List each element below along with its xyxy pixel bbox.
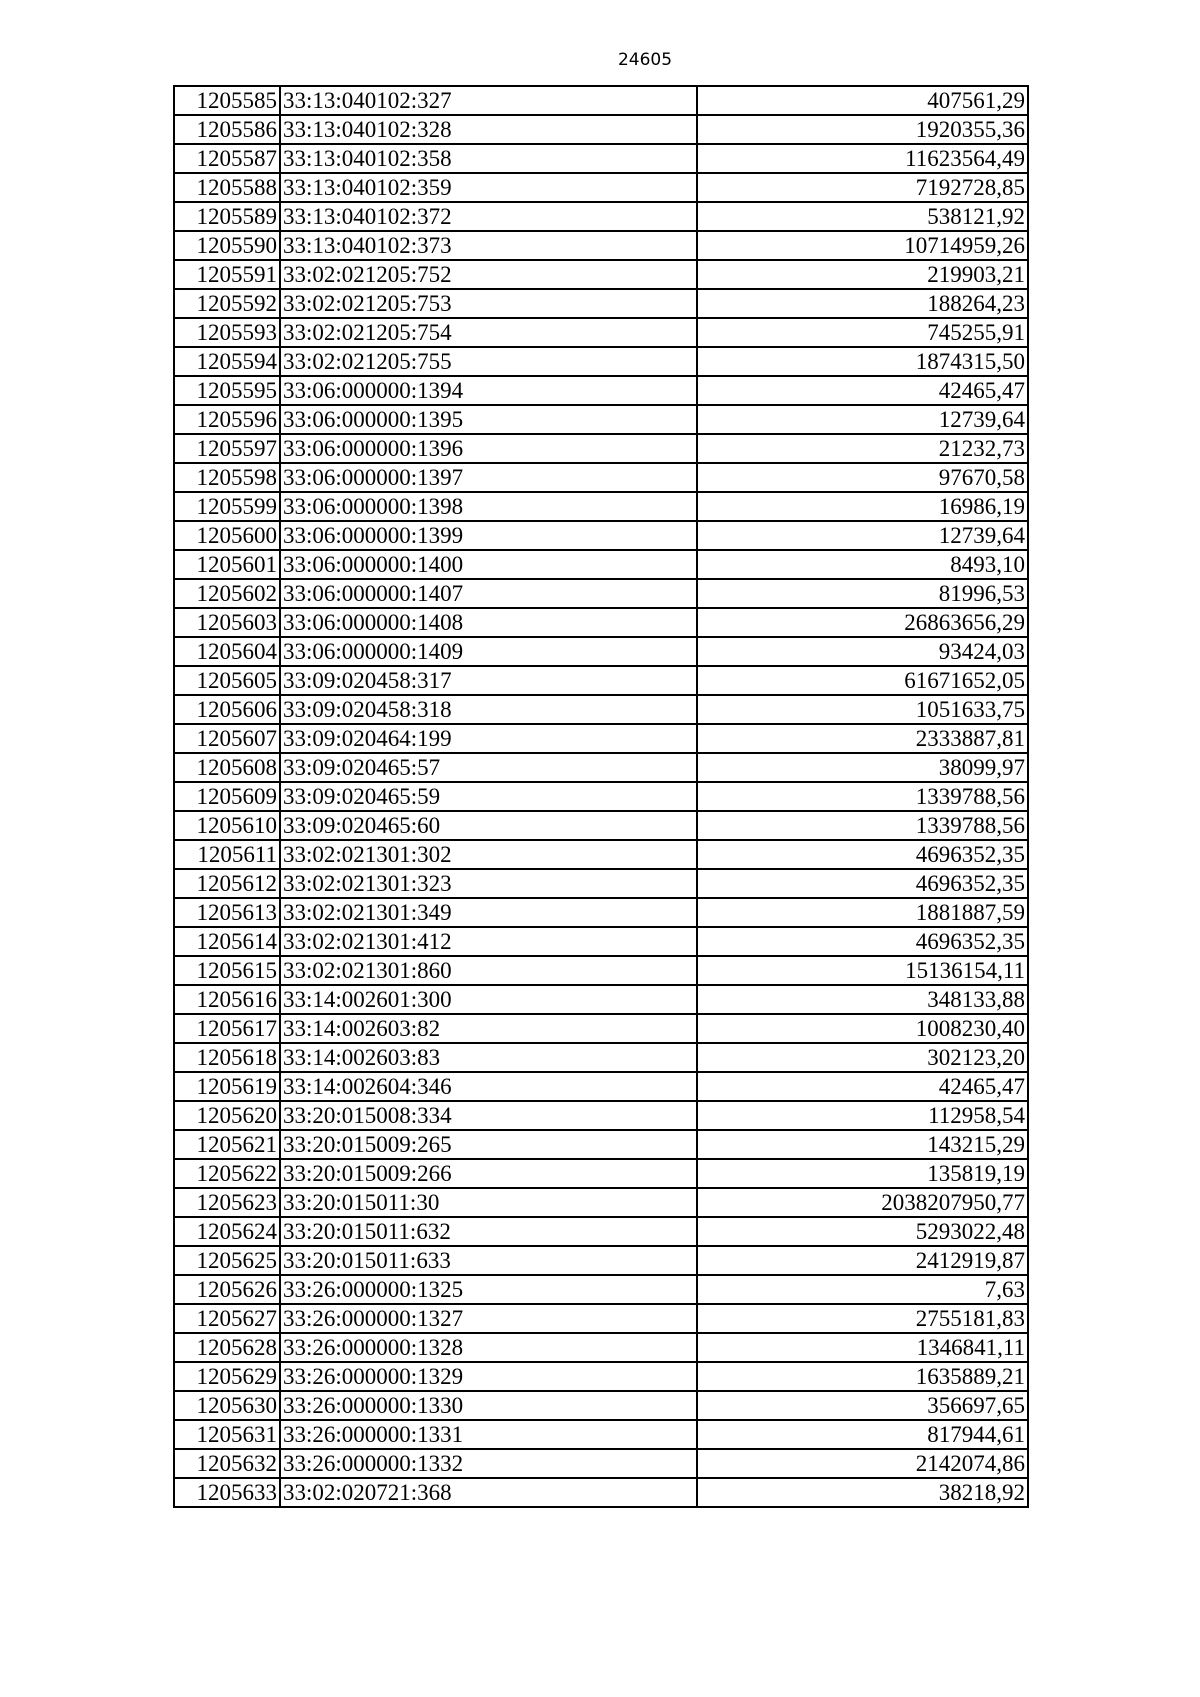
cadastral-number-cell: 33:14:002603:82 (280, 1014, 697, 1043)
record-number-cell: 1205628 (174, 1333, 280, 1362)
table-row (174, 898, 1028, 927)
record-number-cell: 1205597 (174, 434, 280, 463)
cadastral-value-cell: 817944,61 (697, 1420, 1028, 1449)
cadastral-number-cell: 33:06:000000:1400 (280, 550, 697, 579)
cadastral-number-cell: 33:26:000000:1327 (280, 1304, 697, 1333)
record-number-cell: 1205616 (174, 985, 280, 1014)
cadastral-value-cell: 7192728,85 (697, 173, 1028, 202)
record-number-cell: 1205610 (174, 811, 280, 840)
cadastral-number-cell: 33:02:021301:412 (280, 927, 697, 956)
record-number-cell: 1205629 (174, 1362, 280, 1391)
cadastral-number-cell: 33:09:020458:317 (280, 666, 697, 695)
record-number-cell: 1205625 (174, 1246, 280, 1275)
cadastral-value-cell: 5293022,48 (697, 1217, 1028, 1246)
table-row (174, 202, 1028, 231)
cadastral-number-cell: 33:13:040102:327 (280, 86, 697, 115)
record-number-cell: 1205611 (174, 840, 280, 869)
cadastral-number-cell: 33:26:000000:1330 (280, 1391, 697, 1420)
cadastral-value-cell: 135819,19 (697, 1159, 1028, 1188)
cadastral-value-cell: 10714959,26 (697, 231, 1028, 260)
table-row (174, 260, 1028, 289)
cadastral-number-cell: 33:14:002601:300 (280, 985, 697, 1014)
table-row (174, 1130, 1028, 1159)
record-number-cell: 1205608 (174, 753, 280, 782)
table-row (174, 579, 1028, 608)
cadastral-number-cell: 33:06:000000:1408 (280, 608, 697, 637)
table-row (174, 811, 1028, 840)
record-number-cell: 1205627 (174, 1304, 280, 1333)
cadastral-number-cell: 33:20:015009:265 (280, 1130, 697, 1159)
table-row (174, 927, 1028, 956)
record-number-cell: 1205600 (174, 521, 280, 550)
table-row (174, 1275, 1028, 1304)
cadastral-value-cell: 1339788,56 (697, 811, 1028, 840)
cadastral-value-table (173, 85, 1029, 1508)
cadastral-number-cell: 33:14:002603:83 (280, 1043, 697, 1072)
table-row (174, 753, 1028, 782)
table-row (174, 1304, 1028, 1333)
cadastral-value-cell: 348133,88 (697, 985, 1028, 1014)
table-row (174, 1043, 1028, 1072)
cadastral-number-cell: 33:06:000000:1409 (280, 637, 697, 666)
cadastral-number-cell: 33:09:020465:60 (280, 811, 697, 840)
record-number-cell: 1205595 (174, 376, 280, 405)
table-row (174, 144, 1028, 173)
record-number-cell: 1205603 (174, 608, 280, 637)
cadastral-value-cell: 4696352,35 (697, 927, 1028, 956)
record-number-cell: 1205631 (174, 1420, 280, 1449)
table-row (174, 695, 1028, 724)
cadastral-value-cell: 302123,20 (697, 1043, 1028, 1072)
cadastral-number-cell: 33:13:040102:358 (280, 144, 697, 173)
cadastral-number-cell: 33:20:015011:30 (280, 1188, 697, 1217)
record-number-cell: 1205633 (174, 1478, 280, 1507)
cadastral-value-cell: 61671652,05 (697, 666, 1028, 695)
cadastral-number-cell: 33:06:000000:1407 (280, 579, 697, 608)
cadastral-number-cell: 33:06:000000:1395 (280, 405, 697, 434)
record-number-cell: 1205585 (174, 86, 280, 115)
cadastral-value-cell: 97670,58 (697, 463, 1028, 492)
cadastral-value-cell: 1051633,75 (697, 695, 1028, 724)
cadastral-number-cell: 33:09:020465:59 (280, 782, 697, 811)
record-number-cell: 1205626 (174, 1275, 280, 1304)
table-row (174, 405, 1028, 434)
table-row (174, 1420, 1028, 1449)
table-row (174, 1188, 1028, 1217)
cadastral-value-cell: 8493,10 (697, 550, 1028, 579)
cadastral-number-cell: 33:06:000000:1397 (280, 463, 697, 492)
cadastral-number-cell: 33:02:021205:753 (280, 289, 697, 318)
table-row (174, 782, 1028, 811)
cadastral-number-cell: 33:13:040102:372 (280, 202, 697, 231)
table-row (174, 1362, 1028, 1391)
table-row (174, 318, 1028, 347)
table-row (174, 1072, 1028, 1101)
cadastral-value-cell: 407561,29 (697, 86, 1028, 115)
record-number-cell: 1205624 (174, 1217, 280, 1246)
record-number-cell: 1205596 (174, 405, 280, 434)
cadastral-value-cell: 1881887,59 (697, 898, 1028, 927)
table-row (174, 492, 1028, 521)
table-row (174, 869, 1028, 898)
table-row (174, 376, 1028, 405)
cadastral-number-cell: 33:02:021205:755 (280, 347, 697, 376)
cadastral-value-cell: 12739,64 (697, 521, 1028, 550)
table-row (174, 347, 1028, 376)
table-row (174, 1101, 1028, 1130)
cadastral-number-cell: 33:02:021301:349 (280, 898, 697, 927)
cadastral-number-cell: 33:26:000000:1331 (280, 1420, 697, 1449)
record-number-cell: 1205594 (174, 347, 280, 376)
cadastral-value-cell: 1920355,36 (697, 115, 1028, 144)
record-number-cell: 1205591 (174, 260, 280, 289)
cadastral-value-cell: 219903,21 (697, 260, 1028, 289)
table-row (174, 463, 1028, 492)
record-number-cell: 1205622 (174, 1159, 280, 1188)
cadastral-value-cell: 42465,47 (697, 376, 1028, 405)
cadastral-number-cell: 33:20:015009:266 (280, 1159, 697, 1188)
cadastral-value-cell: 1874315,50 (697, 347, 1028, 376)
record-number-cell: 1205590 (174, 231, 280, 260)
table-row (174, 666, 1028, 695)
table-row (174, 1246, 1028, 1275)
cadastral-value-cell: 12739,64 (697, 405, 1028, 434)
cadastral-value-cell: 1008230,40 (697, 1014, 1028, 1043)
table-row (174, 1391, 1028, 1420)
cadastral-number-cell: 33:13:040102:373 (280, 231, 697, 260)
table-row (174, 231, 1028, 260)
table-row (174, 1478, 1028, 1507)
cadastral-number-cell: 33:02:021301:302 (280, 840, 697, 869)
record-number-cell: 1205602 (174, 579, 280, 608)
cadastral-number-cell: 33:09:020464:199 (280, 724, 697, 753)
cadastral-number-cell: 33:13:040102:359 (280, 173, 697, 202)
table-row (174, 521, 1028, 550)
record-number-cell: 1205587 (174, 144, 280, 173)
record-number-cell: 1205618 (174, 1043, 280, 1072)
record-number-cell: 1205617 (174, 1014, 280, 1043)
cadastral-number-cell: 33:02:021205:754 (280, 318, 697, 347)
table-row (174, 1014, 1028, 1043)
cadastral-number-cell: 33:06:000000:1394 (280, 376, 697, 405)
cadastral-number-cell: 33:20:015011:633 (280, 1246, 697, 1275)
record-number-cell: 1205613 (174, 898, 280, 927)
record-number-cell: 1205598 (174, 463, 280, 492)
table-row (174, 1333, 1028, 1362)
record-number-cell: 1205607 (174, 724, 280, 753)
table-row (174, 840, 1028, 869)
cadastral-number-cell: 33:02:021301:323 (280, 869, 697, 898)
record-number-cell: 1205612 (174, 869, 280, 898)
page-number: 24605 (617, 50, 673, 70)
record-number-cell: 1205621 (174, 1130, 280, 1159)
cadastral-value-cell: 4696352,35 (697, 840, 1028, 869)
cadastral-value-cell: 16986,19 (697, 492, 1028, 521)
cadastral-value-cell: 42465,47 (697, 1072, 1028, 1101)
cadastral-value-cell: 2333887,81 (697, 724, 1028, 753)
table-row (174, 434, 1028, 463)
table-row (174, 985, 1028, 1014)
table-row (174, 1217, 1028, 1246)
record-number-cell: 1205592 (174, 289, 280, 318)
cadastral-value-cell: 112958,54 (697, 1101, 1028, 1130)
record-number-cell: 1205588 (174, 173, 280, 202)
cadastral-value-cell: 745255,91 (697, 318, 1028, 347)
record-number-cell: 1205593 (174, 318, 280, 347)
cadastral-number-cell: 33:09:020458:318 (280, 695, 697, 724)
cadastral-number-cell: 33:20:015008:334 (280, 1101, 697, 1130)
cadastral-number-cell: 33:06:000000:1398 (280, 492, 697, 521)
record-number-cell: 1205630 (174, 1391, 280, 1420)
record-number-cell: 1205604 (174, 637, 280, 666)
cadastral-number-cell: 33:02:021205:752 (280, 260, 697, 289)
cadastral-value-cell: 7,63 (697, 1275, 1028, 1304)
cadastral-value-cell: 21232,73 (697, 434, 1028, 463)
cadastral-value-cell: 38218,92 (697, 1478, 1028, 1507)
cadastral-value-cell: 2412919,87 (697, 1246, 1028, 1275)
cadastral-value-cell: 38099,97 (697, 753, 1028, 782)
record-number-cell: 1205632 (174, 1449, 280, 1478)
table-row (174, 173, 1028, 202)
cadastral-number-cell: 33:09:020465:57 (280, 753, 697, 782)
cadastral-value-cell: 4696352,35 (697, 869, 1028, 898)
table-row (174, 724, 1028, 753)
cadastral-value-cell: 1339788,56 (697, 782, 1028, 811)
record-number-cell: 1205609 (174, 782, 280, 811)
cadastral-value-cell: 188264,23 (697, 289, 1028, 318)
record-number-cell: 1205599 (174, 492, 280, 521)
cadastral-number-cell: 33:06:000000:1399 (280, 521, 697, 550)
cadastral-number-cell: 33:02:020721:368 (280, 1478, 697, 1507)
cadastral-value-cell: 2755181,83 (697, 1304, 1028, 1333)
record-number-cell: 1205586 (174, 115, 280, 144)
cadastral-value-cell: 81996,53 (697, 579, 1028, 608)
table-row (174, 289, 1028, 318)
cadastral-number-cell: 33:14:002604:346 (280, 1072, 697, 1101)
record-number-cell: 1205605 (174, 666, 280, 695)
record-number-cell: 1205606 (174, 695, 280, 724)
cadastral-value-cell: 1635889,21 (697, 1362, 1028, 1391)
record-number-cell: 1205623 (174, 1188, 280, 1217)
cadastral-value-cell: 356697,65 (697, 1391, 1028, 1420)
cadastral-number-cell: 33:13:040102:328 (280, 115, 697, 144)
cadastral-number-cell: 33:26:000000:1329 (280, 1362, 697, 1391)
table-row (174, 1449, 1028, 1478)
cadastral-number-cell: 33:26:000000:1328 (280, 1333, 697, 1362)
table-row (174, 637, 1028, 666)
record-number-cell: 1205601 (174, 550, 280, 579)
cadastral-number-cell: 33:06:000000:1396 (280, 434, 697, 463)
table-row (174, 956, 1028, 985)
cadastral-number-cell: 33:26:000000:1332 (280, 1449, 697, 1478)
record-number-cell: 1205615 (174, 956, 280, 985)
cadastral-value-cell: 2142074,86 (697, 1449, 1028, 1478)
cadastral-number-cell: 33:26:000000:1325 (280, 1275, 697, 1304)
record-number-cell: 1205619 (174, 1072, 280, 1101)
table-row (174, 115, 1028, 144)
cadastral-number-cell: 33:20:015011:632 (280, 1217, 697, 1246)
table-row (174, 550, 1028, 579)
table-row (174, 608, 1028, 637)
cadastral-value-cell: 11623564,49 (697, 144, 1028, 173)
record-number-cell: 1205589 (174, 202, 280, 231)
cadastral-value-cell: 538121,92 (697, 202, 1028, 231)
cadastral-value-cell: 1346841,11 (697, 1333, 1028, 1362)
cadastral-value-cell: 93424,03 (697, 637, 1028, 666)
cadastral-value-cell: 26863656,29 (697, 608, 1028, 637)
table-row (174, 1159, 1028, 1188)
table-row (174, 86, 1028, 115)
cadastral-value-cell: 2038207950,77 (697, 1188, 1028, 1217)
cadastral-value-cell: 15136154,11 (697, 956, 1028, 985)
table-body (174, 86, 1028, 1507)
cadastral-value-cell: 143215,29 (697, 1130, 1028, 1159)
cadastral-number-cell: 33:02:021301:860 (280, 956, 697, 985)
record-number-cell: 1205620 (174, 1101, 280, 1130)
record-number-cell: 1205614 (174, 927, 280, 956)
